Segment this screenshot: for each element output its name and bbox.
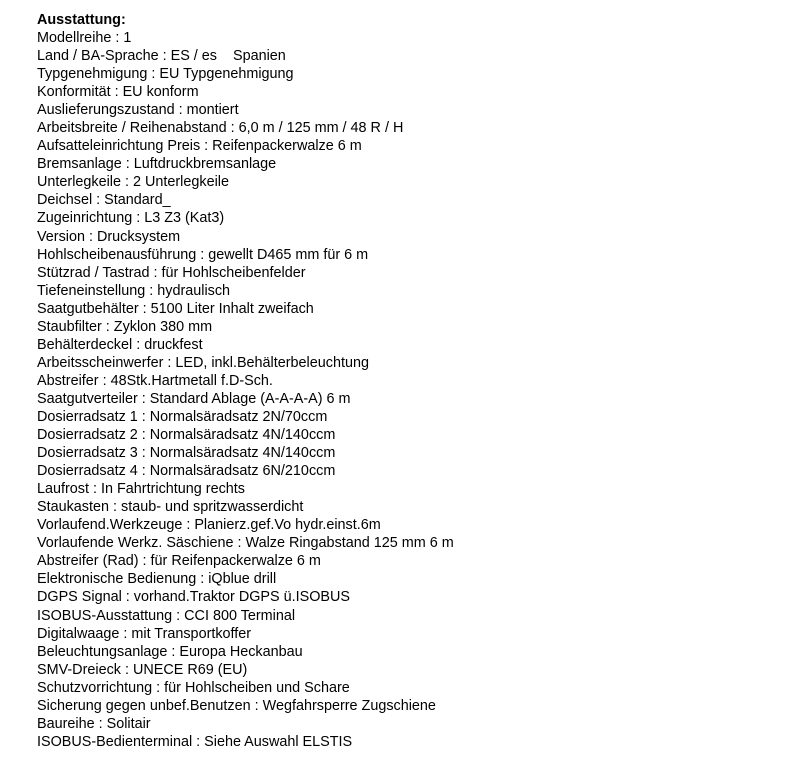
spec-line-isobus-equipment: ISOBUS-Ausstattung : CCI 800 Terminal [37, 607, 296, 624]
spec-line-storage-box: Staukasten : staub- und spritzwasserdicht [37, 499, 304, 516]
spec-line-mounting-device: Aufsatteleinrichtung Preis : Reifenpackerwalze 6 m [37, 138, 362, 155]
spec-line-drawbar: Deichsel : Standard_ [37, 192, 171, 209]
spec-line-working-width: Arbeitsbreite / Reihenabstand : 6,0 m / 125 mm / 48 R / H [37, 120, 404, 137]
equipment-document [37, 11, 777, 751]
spec-line-seed-hopper: Saatgutbehälter : 5100 Liter Inhalt zweifach [37, 300, 314, 317]
spec-line-scraper: Abstreifer : 48Stk.Hartmetall f.D-Sch. [37, 372, 273, 389]
equipment-list [37, 29, 777, 751]
spec-line-work-lights: Arbeitsscheinwerfer : LED, inkl.Behälterbeleuchtung [37, 354, 369, 371]
spec-line-wheel-chocks: Unterlegkeile : 2 Unterlegkeile [37, 174, 229, 191]
spec-line-version: Version : Drucksystem [37, 228, 181, 245]
spec-line-protection: Schutzvorrichtung : für Hohlscheiben und Schare [37, 679, 350, 696]
spec-line-country-language: Land / BA-Sprache : ES / es Spanien [37, 48, 286, 65]
section-heading: Ausstattung: [37, 12, 126, 28]
spec-line-metering-set-1: Dosierradsatz 1 : Normalsäradsatz 2N/70ccm [37, 408, 328, 425]
spec-line-walkway: Laufrost : In Fahrtrichtung rechts [37, 481, 245, 498]
spec-line-depth-adjustment: Tiefeneinstellung : hydraulisch [37, 282, 231, 299]
spec-line-anti-theft: Sicherung gegen unbef.Benutzen : Wegfahrsperre Zugschiene [37, 697, 436, 714]
spec-line-disc-design: Hohlscheibenausführung : gewellt D465 mm für 6 m [37, 246, 369, 263]
spec-line-delivery-state: Auslieferungszustand : montiert [37, 102, 239, 119]
spec-line-hopper-lid: Behälterdeckel : druckfest [37, 336, 203, 353]
spec-line-series: Baureihe : Solitair [37, 715, 151, 732]
spec-line-support-wheel: Stützrad / Tastrad : für Hohlscheibenfelder [37, 264, 306, 281]
spec-line-brake-system: Bremsanlage : Luftdruckbremsanlage [37, 156, 277, 173]
spec-line-digital-scale: Digitalwaage : mit Transportkoffer [37, 625, 252, 642]
spec-line-metering-set-2: Dosierradsatz 2 : Normalsäradsatz 4N/140ccm [37, 427, 336, 444]
spec-line-dust-filter: Staubfilter : Zyklon 380 mm [37, 318, 213, 335]
spec-line-dgps-signal: DGPS Signal : vorhand.Traktor DGPS ü.ISOBUS [37, 589, 350, 606]
spec-line-model-series: Modellreihe : 1 [37, 30, 132, 46]
spec-line-type-approval: Typgenehmigung : EU Typgenehmigung [37, 66, 294, 83]
spec-line-isobus-terminal: ISOBUS-Bedienterminal : Siehe Auswahl ELSTIS [37, 733, 353, 750]
spec-line-metering-set-3: Dosierradsatz 3 : Normalsäradsatz 4N/140ccm [37, 445, 336, 462]
spec-line-smv-triangle: SMV-Dreieck : UNECE R69 (EU) [37, 661, 248, 678]
spec-line-wheel-scraper: Abstreifer (Rad) : für Reifenpackerwalze 6 m [37, 553, 321, 570]
spec-line-conformity: Konformität : EU konform [37, 84, 199, 101]
spec-line-seed-distributor: Saatgutverteiler : Standard Ablage (A-A-A-A) 6 m [37, 390, 351, 407]
spec-line-leading-tools-coulter-bar: Vorlaufende Werkz. Säschiene : Walze Ringabstand 125 mm 6 m [37, 535, 454, 552]
spec-line-lighting: Beleuchtungsanlage : Europa Heckanbau [37, 643, 303, 660]
spec-line-metering-set-4: Dosierradsatz 4 : Normalsäradsatz 6N/210ccm [37, 463, 336, 480]
spec-line-electronic-control: Elektronische Bedienung : iQblue drill [37, 571, 277, 588]
spec-line-hitch: Zugeinrichtung : L3 Z3 (Kat3) [37, 210, 225, 227]
spec-line-leading-tools: Vorlaufend.Werkzeuge : Planierz.gef.Vo hydr.einst.6m [37, 517, 381, 534]
